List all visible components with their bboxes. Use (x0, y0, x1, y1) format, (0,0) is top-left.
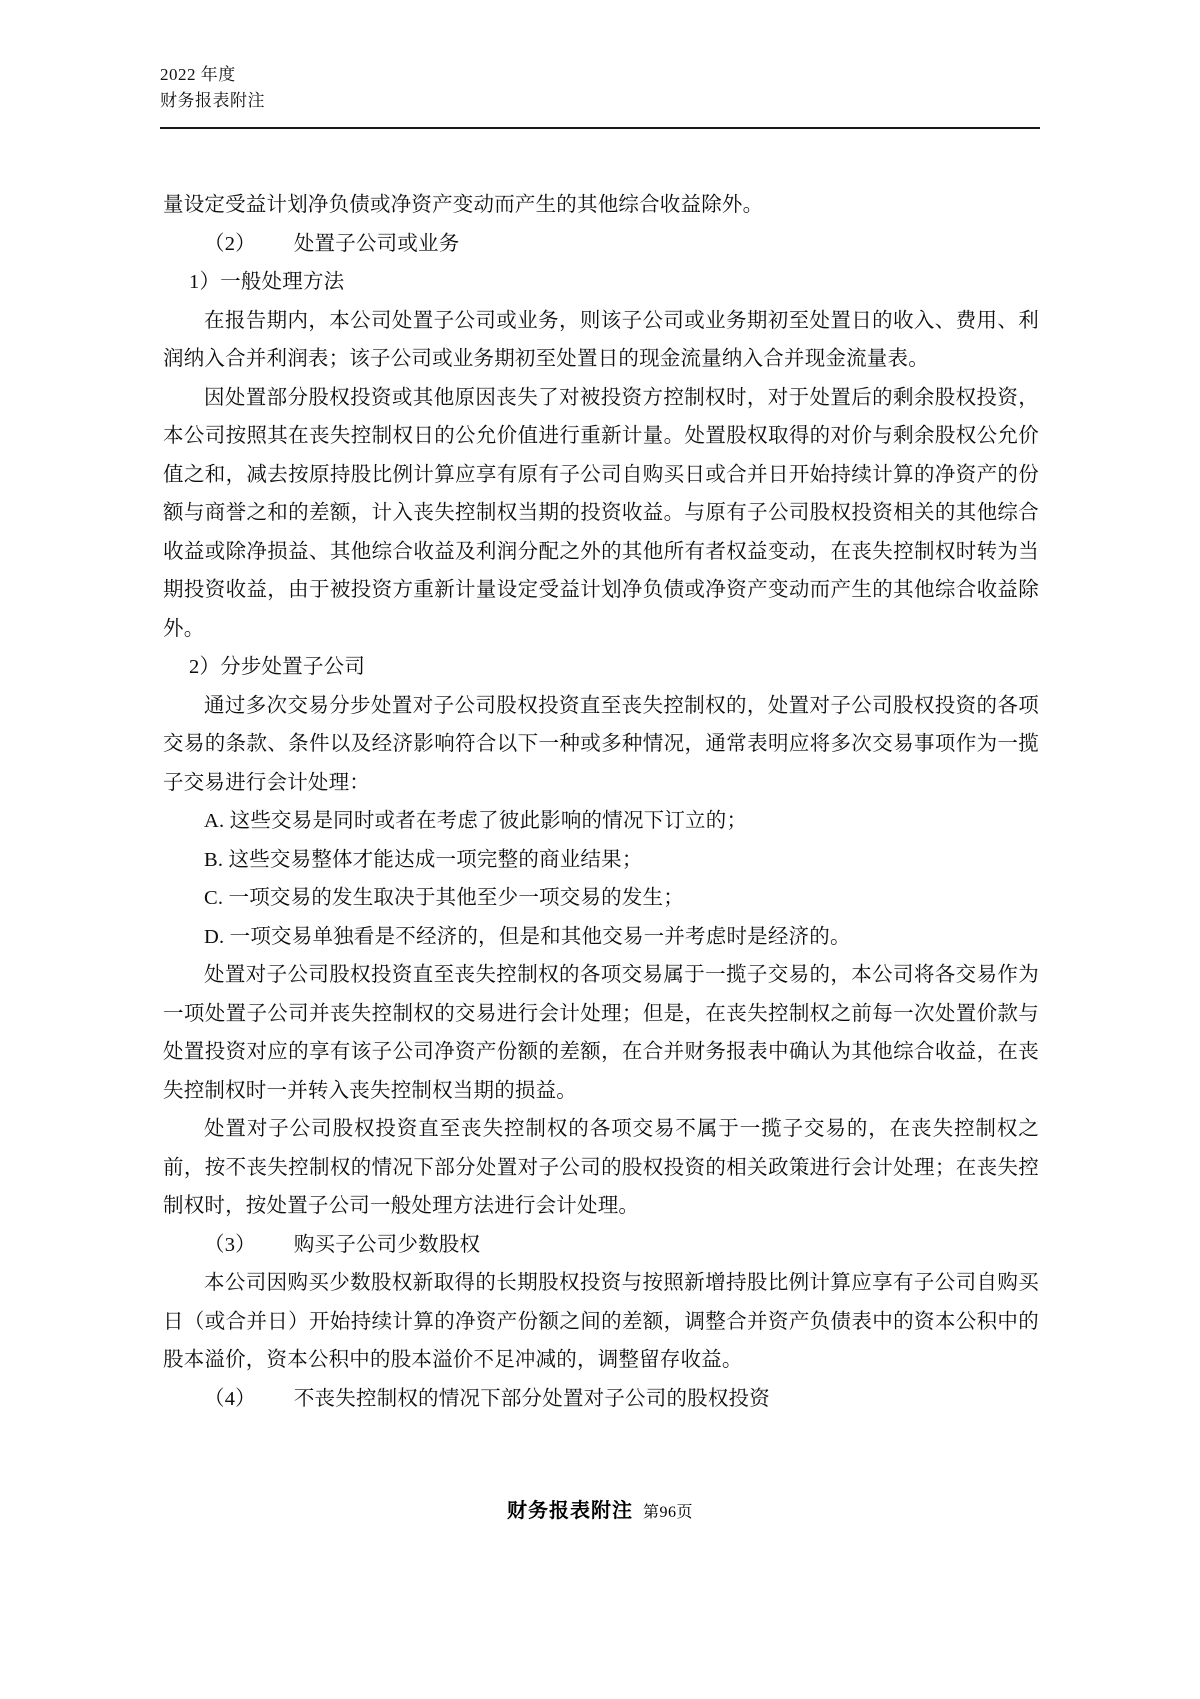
section-3-heading (163, 1226, 1039, 1265)
item-2-bullet-a: A. 这些交易是同时或者在考虑了彼此影响的情况下订立的； (204, 810, 748, 832)
item-1-paragraph-1: 在报告期内，本公司处置子公司或业务，则该子公司或业务期初至处置日的收入、费用、利润纳入合并利润表；该子公司或业务期初至处置日的现金流量纳入合并现金流量表。 (163, 309, 1039, 370)
section-3-paragraph-1: 本公司因购买少数股权新取得的长期股权投资与按照新增持股比例计算应享有子公司自购买日（或合并日）开始持续计算的净资产份额之间的差额，调整合并资产负债表中的资本公积中的股本溢价，资本公积中的股本溢价不足冲减的，调整留存收益。 (163, 1272, 1039, 1371)
section-3-label: （3） (204, 1233, 256, 1256)
section-4-heading (163, 1380, 1039, 1419)
item-2-paragraph-1: 通过多次交易分步处置对子公司股权投资直至丧失控制权的，处置对子公司股权投资的各项交易的条款、条件以及经济影响符合以下一种或多种情况，通常表明应将多次交易事项作为一揽子交易进行会计处理： (163, 694, 1039, 794)
item-2-paragraph-3: 处置对子公司股权投资直至丧失控制权的各项交易不属于一揽子交易的，在丧失控制权之前，按不丧失控制权的情况下部分处置对子公司的股权投资的相关政策进行会计处理；在丧失控制权时，按处置子公司一般处理方法进行会计处理。 (163, 1118, 1039, 1217)
item-1-paragraph-2: 因处置部分股权投资或其他原因丧失了对被投资方控制权时，对于处置后的剩余股权投资，本公司按照其在丧失控制权日的公允价值进行重新计量。处置股权取得的对价与剩余股权公允价值之和，减去按原持股比例计算应享有原有子公司自购买日或合并日开始持续计算的净资产的份额与商誉之和的差额，计入丧失控制权当期的投资收益。与原有子公司股权投资相关的其他综合收益或除净损益、其他综合收益及利润分配之外的其他所有者权益变动，在丧失控制权时转为当期投资收益，由于被投资方重新计量设定受益计划净负债或净资产变动而产生的其他综合收益除外。 (163, 386, 1039, 640)
header-subtitle: 财务报表附注 (160, 91, 265, 110)
page-header (160, 62, 1040, 114)
footer-title: 财务报表附注 (506, 1500, 633, 1522)
section-2-heading (163, 225, 1039, 264)
section-2-label: （2） (204, 232, 256, 255)
item-2-paragraph-2: 处置对子公司股权投资直至丧失控制权的各项交易属于一揽子交易的，本公司将各交易作为一项处置子公司并丧失控制权的交易进行会计处理；但是，在丧失控制权之前每一次处置价款与处置投资对应的享有该子公司净资产份额的差额，在合并财务报表中确认为其他综合收益，在丧失控制权时一并转入丧失控制权当期的损益。 (163, 964, 1039, 1102)
header-divider (160, 127, 1040, 129)
section-3-title: 购买子公司少数股权 (293, 1233, 481, 1256)
paragraph-continuation: 量设定受益计划净负债或净资产变动而产生的其他综合收益除外。 (163, 194, 764, 216)
section-4-label: （4） (204, 1387, 256, 1410)
section-2-title: 处置子公司或业务 (293, 232, 460, 255)
item-2-bullet-b: B. 这些交易整体才能达成一项完整的商业结果； (204, 848, 643, 871)
item-2-heading: 2）分步处置子公司 (189, 656, 366, 678)
document-body (163, 186, 1039, 1418)
item-2-bullet-d: D. 一项交易单独看是不经济的，但是和其他交易一并考虑时是经济的。 (204, 925, 851, 948)
header-year: 2022 年度 (160, 65, 236, 84)
item-1-heading: 1）一般处理方法 (189, 271, 345, 293)
footer-page-number: 第96页 (642, 1504, 693, 1521)
page-footer (0, 1494, 1200, 1523)
section-4-title: 不丧失控制权的情况下部分处置对子公司的股权投资 (293, 1387, 770, 1410)
item-2-bullet-c: C. 一项交易的发生取决于其他至少一项交易的发生； (204, 887, 684, 909)
